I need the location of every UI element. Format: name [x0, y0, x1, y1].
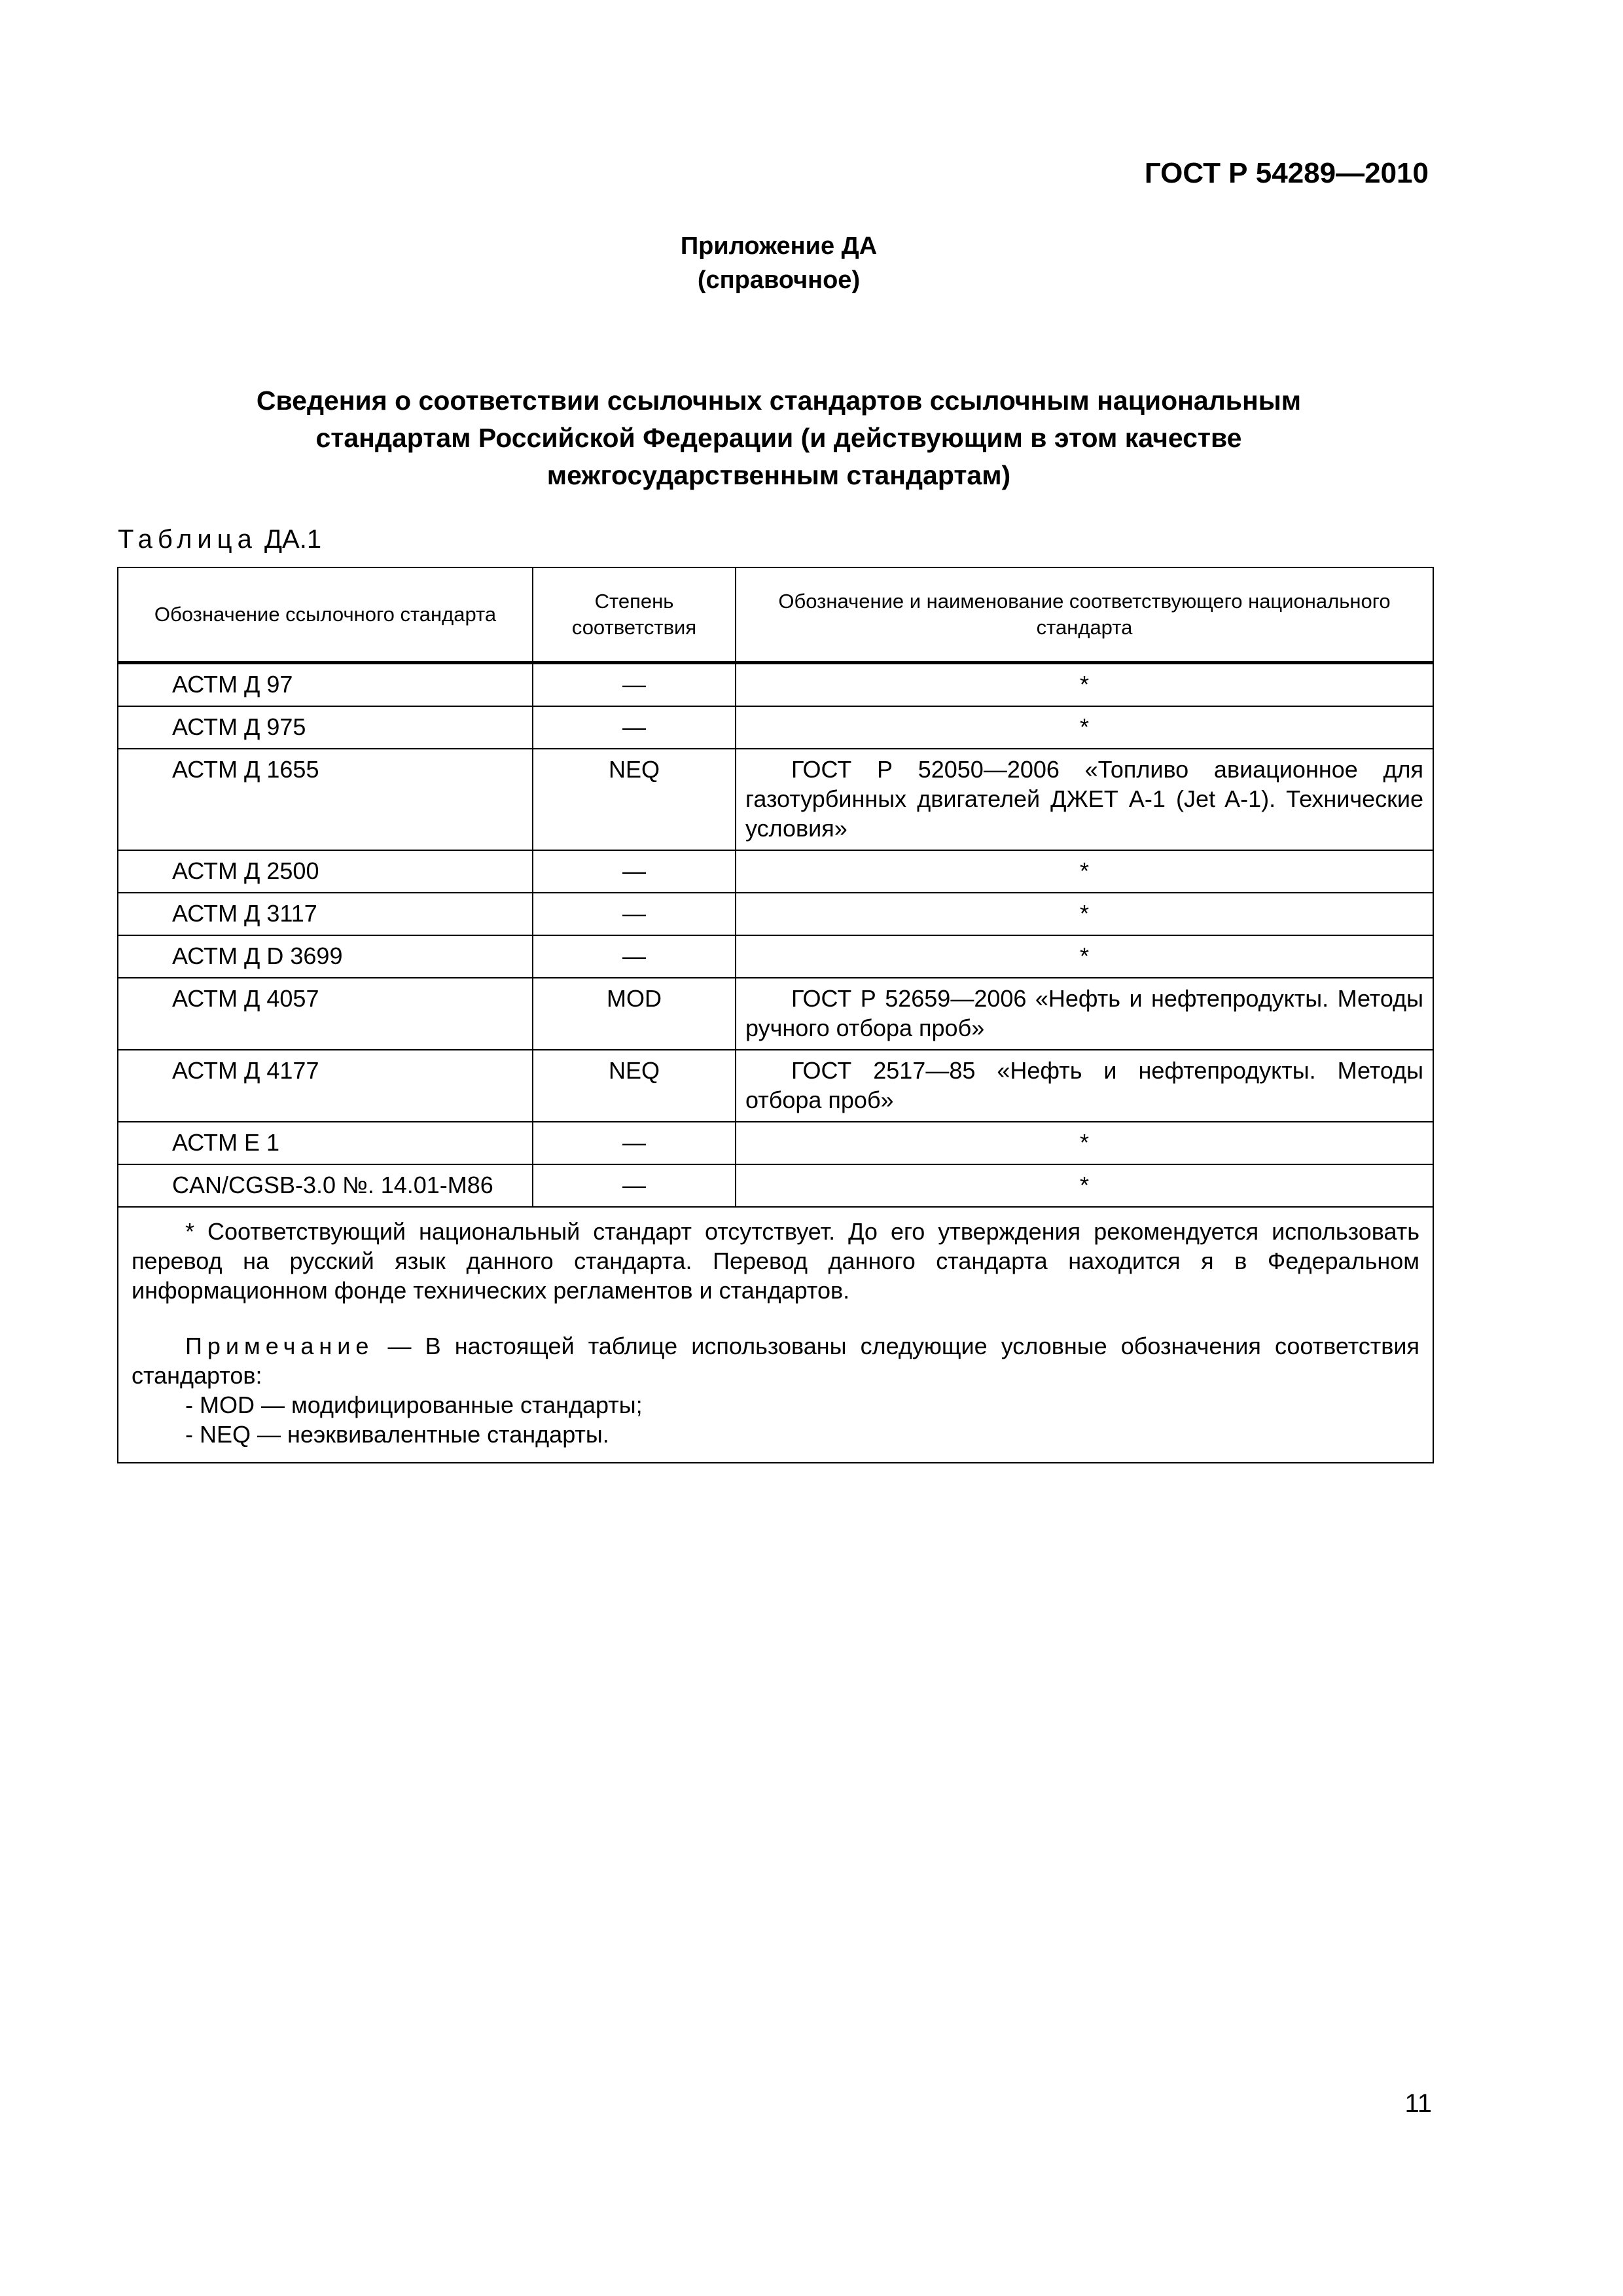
table-row — [118, 663, 1433, 707]
note-label: Примечание — [185, 1333, 374, 1359]
degree-cell: MOD — [533, 978, 736, 1050]
table-header-row — [118, 567, 1433, 663]
table-row — [118, 1122, 1433, 1164]
degree-cell: — — [533, 663, 736, 707]
footnote-text: * Соответствующий национальный стандарт отсутствует. До его утверждения рекомендуется использовать перевод на русский язык данного стандарта. Перевод данного стандарта находится я в Федеральном информационном фонде технических регламентов и стандартов. — [132, 1218, 1419, 1304]
header-reference-standard: Обозначение ссылочного стандарта — [118, 567, 533, 663]
reference-cell: АСТМ Д 4057 — [118, 978, 533, 1050]
note-item: - NEQ — неэквивалентные стандарты. — [185, 1421, 609, 1448]
national-cell: * — [736, 893, 1433, 935]
appendix-title: Приложение ДА — [680, 232, 878, 260]
degree-cell: — — [533, 1122, 736, 1164]
reference-cell: CAN/CGSB-3.0 №. 14.01-M86 — [118, 1164, 533, 1207]
reference-cell: АСТМ Д D 3699 — [118, 935, 533, 978]
note-paragraph — [132, 1331, 1419, 1390]
table-row — [118, 706, 1433, 749]
section-title — [209, 382, 1348, 494]
page-number: 11 — [1404, 2089, 1432, 2118]
national-cell: ГОСТ Р 52659—2006 «Нефть и нефтепродукты. Методы ручного отбора проб» — [736, 978, 1433, 1050]
degree-cell: — — [533, 935, 736, 978]
table-footnote-cell — [118, 1207, 1433, 1463]
table-caption-word: Таблица — [118, 525, 257, 554]
header-national-standard: Обозначение и наименование соответствующего национального стандарта — [736, 567, 1433, 663]
national-cell: * — [736, 1164, 1433, 1207]
header-degree: Степень соответствия — [533, 567, 736, 663]
table-row — [118, 978, 1433, 1050]
degree-cell: NEQ — [533, 749, 736, 850]
table-caption-number: ДА.1 — [264, 525, 322, 554]
national-cell: * — [736, 850, 1433, 893]
degree-cell: — — [533, 850, 736, 893]
reference-cell: АСТМ Д 3117 — [118, 893, 533, 935]
national-cell: * — [736, 935, 1433, 978]
table-row — [118, 893, 1433, 935]
document-code: ГОСТ Р 54289—2010 — [1144, 157, 1429, 189]
section-title-line: Сведения о соответствии ссылочных стандартов ссылочным национальным — [256, 386, 1302, 416]
reference-cell: АСТМ Д 97 — [118, 663, 533, 707]
table-caption — [118, 524, 321, 555]
note-item: - MOD — модифицированные стандарты; — [185, 1391, 643, 1418]
section-title-line: стандартам Российской Федерации (и действующим в этом качестве — [315, 423, 1242, 453]
note-text: — В настоящей таблице использованы следующие условные обозначения соответствия стандартов: — [132, 1333, 1419, 1389]
appendix-type: (справочное) — [697, 266, 861, 294]
reference-cell: АСТМ Д 2500 — [118, 850, 533, 893]
standards-table — [117, 567, 1434, 1463]
reference-cell: АСТМ Д 975 — [118, 706, 533, 749]
appendix-heading — [0, 229, 1558, 297]
national-cell: * — [736, 706, 1433, 749]
table-row — [118, 749, 1433, 850]
reference-cell: АСТМ Д 1655 — [118, 749, 533, 850]
table-row — [118, 935, 1433, 978]
degree-cell: — — [533, 893, 736, 935]
section-title-line: межгосударственным стандартам) — [546, 460, 1011, 490]
table-footer-row — [118, 1207, 1433, 1463]
degree-cell: — — [533, 1164, 736, 1207]
national-cell: * — [736, 663, 1433, 707]
reference-cell: АСТМ Е 1 — [118, 1122, 533, 1164]
table-row — [118, 850, 1433, 893]
national-cell: ГОСТ Р 52050—2006 «Топливо авиационное для газотурбинных двигателей ДЖЕТ А-1 (Jet A-1). Технические условия» — [736, 749, 1433, 850]
degree-cell: — — [533, 706, 736, 749]
national-cell: * — [736, 1122, 1433, 1164]
reference-cell: АСТМ Д 4177 — [118, 1050, 533, 1122]
table-row — [118, 1050, 1433, 1122]
degree-cell: NEQ — [533, 1050, 736, 1122]
table-row — [118, 1164, 1433, 1207]
national-cell: ГОСТ 2517—85 «Нефть и нефтепродукты. Методы отбора проб» — [736, 1050, 1433, 1122]
